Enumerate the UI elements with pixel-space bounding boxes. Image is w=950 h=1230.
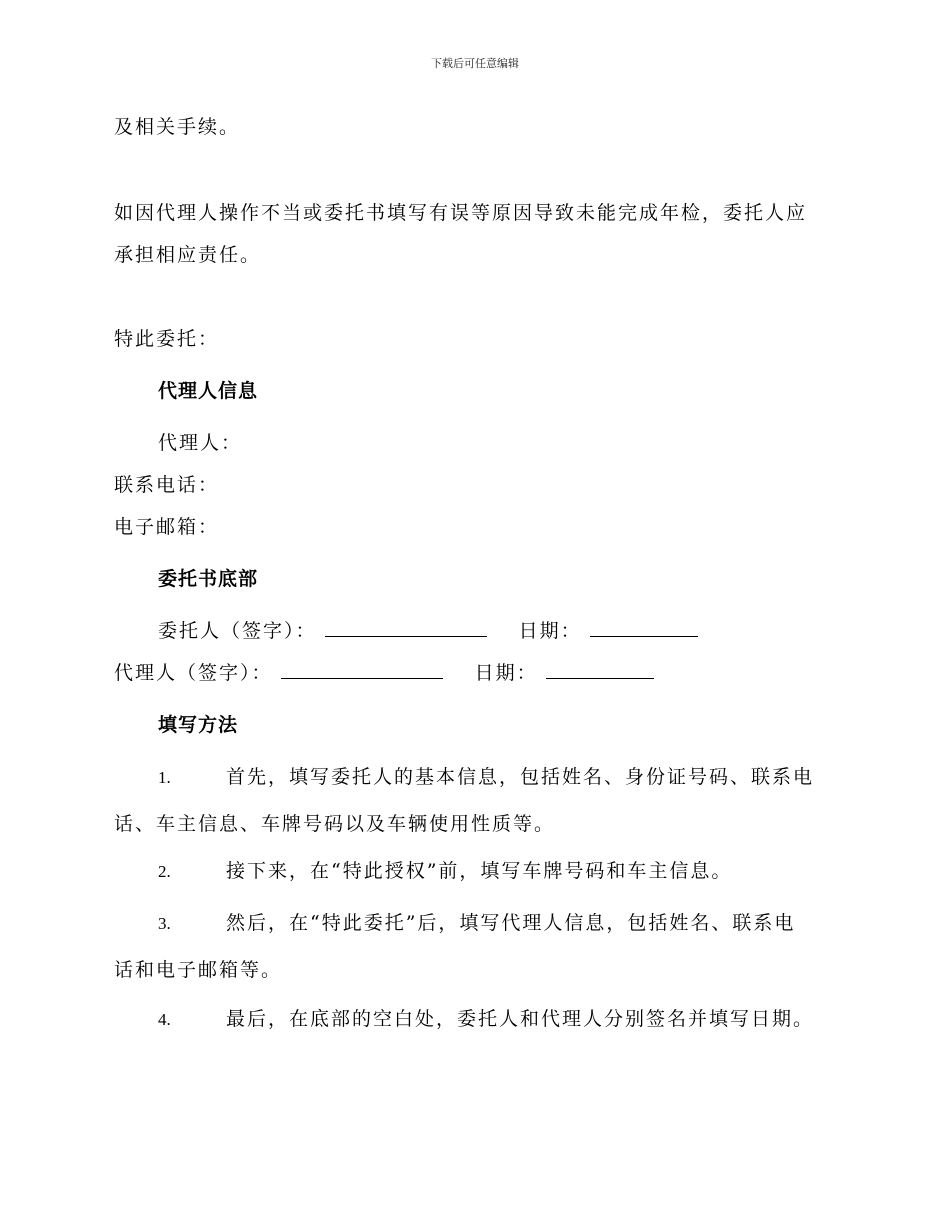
step-text-line1: 最后，在底部的空白处，委托人和代理人分别签名并填写日期。 [226,1008,815,1030]
agent-name-label: 代理人： [158,432,243,454]
method-step-3 [114,900,834,993]
principal-sign-label: 委托人（签字）： [158,620,317,642]
method-step-1 [114,754,834,847]
method-step-4 [114,996,834,1043]
method-heading: 填写方法 [158,714,239,736]
step-text-line2: 话和电子邮箱等。 [114,959,283,981]
agent-date-label: 日期： [474,662,538,684]
principal-date-line [590,622,698,637]
step-text-line1: 接下来，在“特此授权”前，填写车牌号码和车主信息。 [226,860,733,882]
agent-phone-label: 联系电话： [114,474,220,496]
step-text-line1: 然后，在“特此委托”后，填写代理人信息，包括姓名、联系电 [226,912,796,934]
step-number: 2. [158,862,171,881]
step-text-line2: 话、车主信息、车牌号码以及车辆使用性质等。 [114,813,556,835]
step-number: 1. [158,768,171,787]
agent-date-line [546,664,654,679]
footer-heading: 委托书底部 [158,568,259,590]
agent-info-heading: 代理人信息 [158,380,259,402]
agent-sign-line [281,664,443,679]
paragraph-liability-line2: 承担相应责任。 [114,244,262,266]
paragraph-procedures: 及相关手续。 [114,116,241,138]
step-text-line1: 首先，填写委托人的基本信息，包括姓名、身份证号码、联系电 [226,766,815,788]
paragraph-liability-line1: 如因代理人操作不当或委托书填写有误等原因导致未能完成年检，委托人应 [114,202,808,224]
paragraph-hereby-entrust: 特此委托： [114,328,220,350]
page-header-note: 下载后可任意编辑 [431,57,519,70]
agent-signature-row [114,652,834,694]
agent-email-label: 电子邮箱： [114,516,220,538]
step-number: 3. [158,914,171,933]
method-step-2 [114,848,834,895]
agent-sign-label: 代理人（签字）： [114,662,273,684]
step-number: 4. [158,1010,171,1029]
principal-signature-row [114,610,834,652]
principal-date-label: 日期： [518,620,582,642]
principal-sign-line [325,622,487,637]
